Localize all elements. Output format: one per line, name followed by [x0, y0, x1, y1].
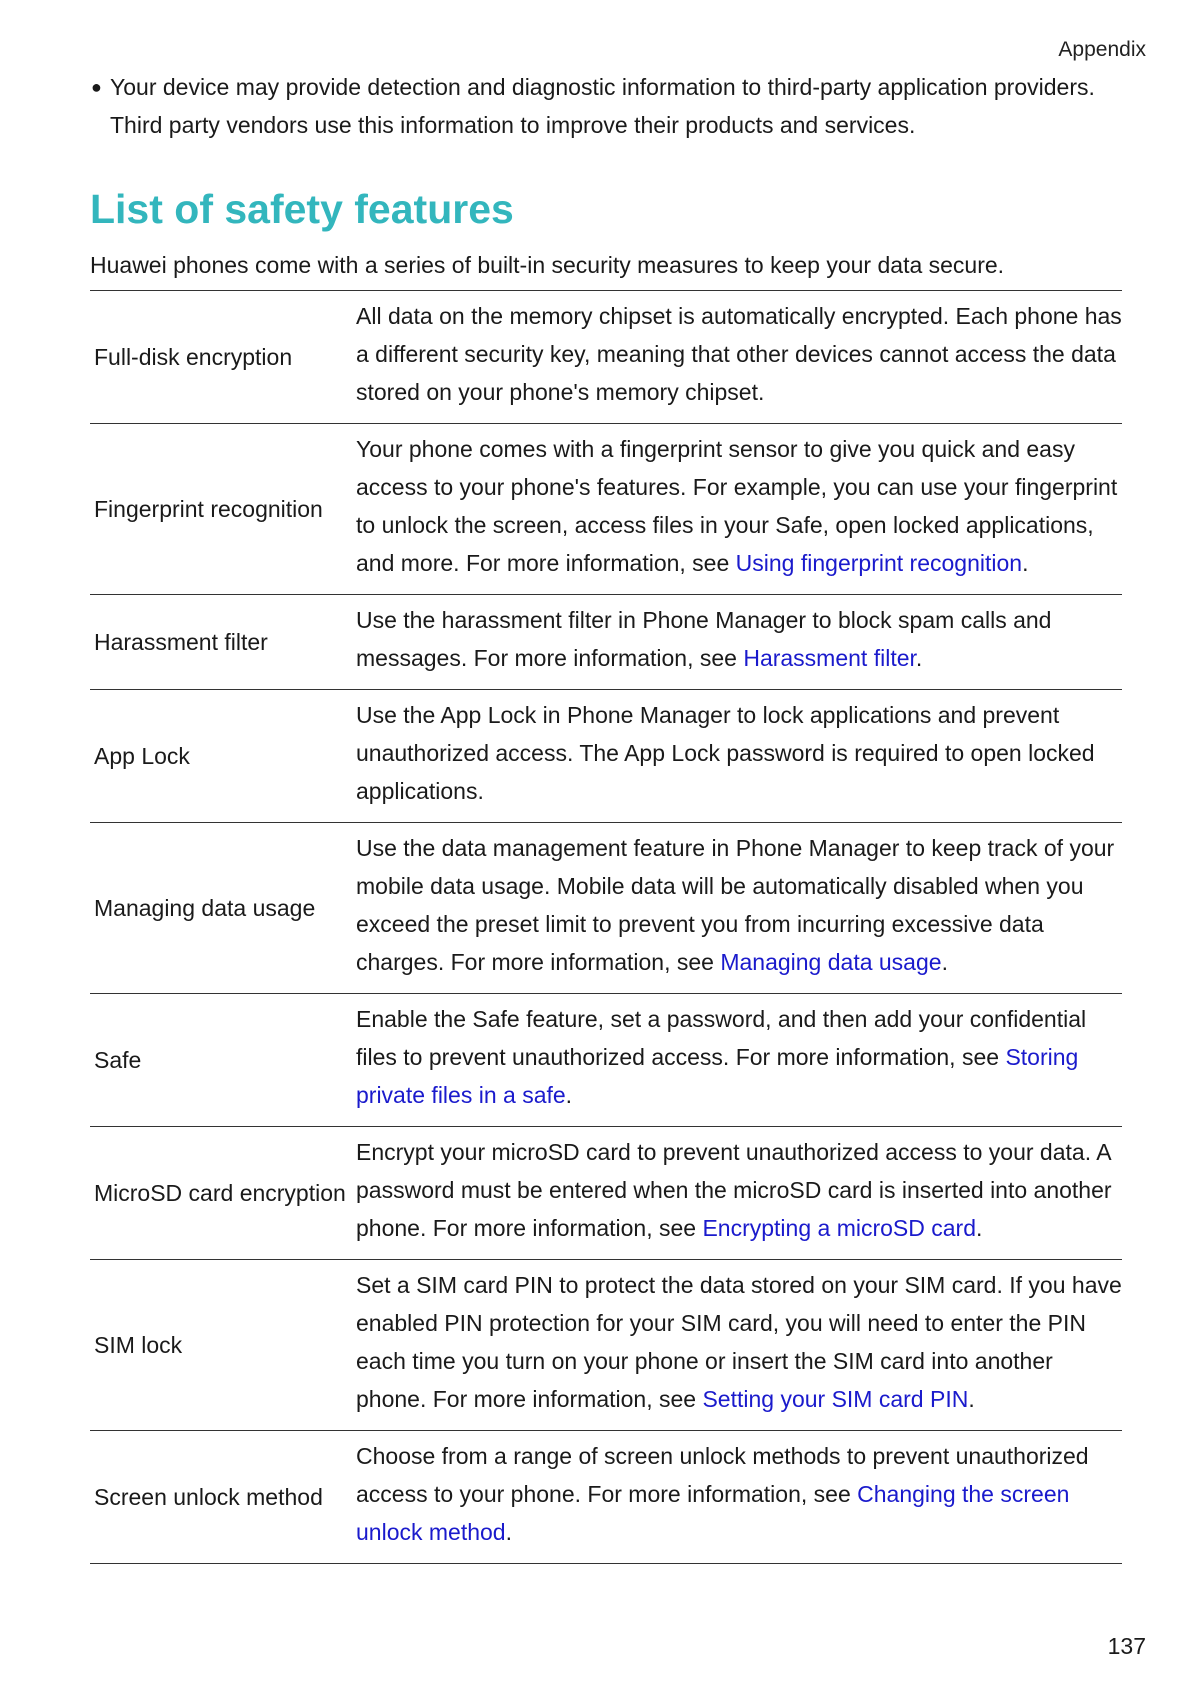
table-row	[90, 1260, 1122, 1431]
table-row	[90, 291, 1122, 424]
table-row	[90, 1431, 1122, 1564]
feature-name: Managing data usage	[90, 823, 356, 994]
description-end: .	[968, 1386, 975, 1412]
feature-name: Full-disk encryption	[90, 291, 356, 424]
description-text: Choose from a range of screen unlock methods to prevent unauthorized access to your phone. For more information, see	[356, 1443, 1089, 1507]
intro-paragraph: Huawei phones come with a series of built-in security measures to keep your data secure.	[90, 252, 1005, 278]
description-end: .	[976, 1215, 983, 1241]
table-row	[90, 595, 1122, 690]
description-end: .	[941, 949, 948, 975]
table-row	[90, 1127, 1122, 1260]
feature-name: MicroSD card encryption	[90, 1127, 356, 1260]
feature-description	[356, 291, 1122, 424]
feature-link[interactable]: Harassment filter	[743, 645, 916, 671]
feature-name: Safe	[90, 994, 356, 1127]
description-text: Use the data management feature in Phone Manager to keep track of your mobile data usage. Mobile data will be automatically disabled when you exceed the preset limit to prevent you from incurring excessive data charges. For more information, see	[356, 835, 1115, 975]
feature-link[interactable]: Changing the screen unlock method	[356, 1481, 1070, 1545]
feature-link[interactable]: Using fingerprint recognition	[735, 550, 1023, 576]
feature-name: SIM lock	[90, 1260, 356, 1431]
description-text: Your phone comes with a fingerprint sensor to give you quick and easy access to your phone's features. For example, you can use your fingerprint to unlock the screen, access files in your Safe, open locked applications, and more. For more information, see	[356, 436, 1118, 576]
section-header: Appendix	[1058, 38, 1146, 61]
description-text: All data on the memory chipset is automatically encrypted. Each phone has a different security key, meaning that other devices cannot access the data stored on your phone's memory chipset.	[356, 303, 1122, 405]
feature-description	[356, 1260, 1122, 1431]
description-end: .	[505, 1519, 512, 1545]
feature-description	[356, 1127, 1122, 1260]
feature-description	[356, 994, 1122, 1127]
description-text: Set a SIM card PIN to protect the data stored on your SIM card. If you have enabled PIN protection for your SIM card, you will need to enter the PIN each time you turn on your phone or insert the SIM card into another phone. For more information, see	[356, 1272, 1122, 1412]
description-text: Use the harassment filter in Phone Manager to block spam calls and messages. For more information, see	[356, 607, 1052, 671]
safety-features-table	[90, 290, 1122, 1564]
feature-name: App Lock	[90, 690, 356, 823]
feature-link[interactable]: Encrypting a microSD card	[702, 1215, 976, 1241]
bullet-text: Your device may provide detection and diagnostic information to third-party application providers. Third party vendors use this information to improve their products and services.	[110, 74, 1095, 138]
feature-description	[356, 690, 1122, 823]
feature-link[interactable]: Storing private files in a safe	[356, 1044, 1079, 1108]
feature-description	[356, 823, 1122, 994]
table-row	[90, 424, 1122, 595]
table-row	[90, 690, 1122, 823]
description-end: .	[565, 1082, 573, 1108]
feature-link[interactable]: Setting your SIM card PIN	[702, 1386, 969, 1412]
page-title: List of safety features	[90, 186, 514, 232]
feature-name: Screen unlock method	[90, 1431, 356, 1564]
description-text: Enable the Safe feature, set a password, and then add your confidential files to prevent unauthorized access. For more information, see	[356, 1006, 1087, 1070]
description-end: .	[1022, 550, 1029, 576]
feature-description	[356, 424, 1122, 595]
bullet-dot-icon: ●	[91, 77, 102, 97]
feature-link[interactable]: Managing data usage	[720, 949, 942, 975]
feature-description	[356, 1431, 1122, 1564]
bullet-item	[90, 68, 1100, 144]
description-text: Use the App Lock in Phone Manager to lock applications and prevent unauthorized access. The App Lock password is required to open locked applications.	[356, 702, 1095, 804]
description-text: Encrypt your microSD card to prevent unauthorized access to your data. A password must be entered when the microSD card is inserted into another phone. For more information, see	[356, 1139, 1112, 1241]
description-end: .	[915, 645, 923, 671]
feature-description	[356, 595, 1122, 690]
table-row	[90, 823, 1122, 994]
table-row	[90, 994, 1122, 1127]
feature-name: Harassment filter	[90, 595, 356, 690]
page-number: 137	[1107, 1633, 1146, 1659]
feature-name: Fingerprint recognition	[90, 424, 356, 595]
